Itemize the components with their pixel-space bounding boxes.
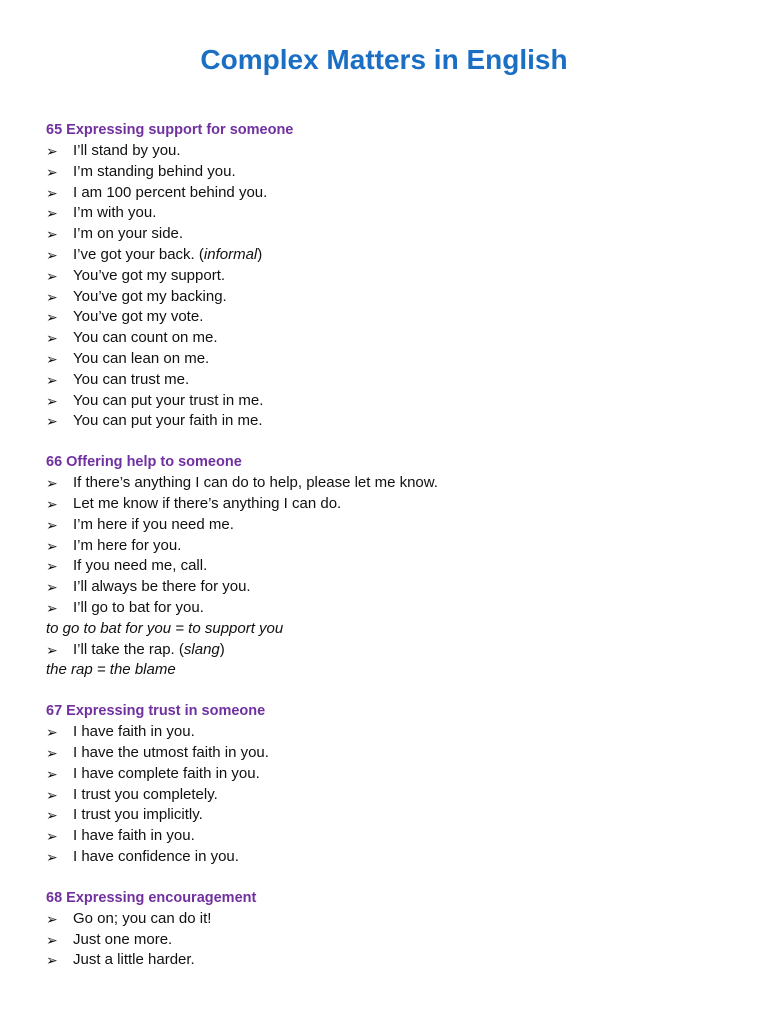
list-item — [46, 224, 728, 245]
list-item-text: Go on; you can do it! — [73, 909, 212, 927]
arrow-bullet-icon: ➢ — [46, 143, 58, 159]
list-item — [46, 785, 728, 806]
list-item-text: You’ve got my vote. — [73, 308, 204, 326]
list-item-text: If there’s anything I can do to help, please let me know. — [73, 474, 438, 492]
arrow-bullet-icon: ➢ — [46, 392, 58, 409]
list-item — [46, 556, 728, 577]
list-item — [46, 536, 728, 557]
list-item-text: I am 100 percent behind you. — [73, 183, 268, 201]
list-item — [46, 183, 728, 204]
list-item — [46, 577, 728, 598]
list-item — [46, 494, 728, 515]
arrow-bullet-icon: ➢ — [46, 744, 58, 761]
list-item-text: I’m here for you. — [73, 536, 182, 554]
arrow-bullet-icon: ➢ — [46, 309, 58, 326]
section — [46, 701, 728, 868]
arrow-bullet-icon: ➢ — [46, 807, 58, 824]
arrow-bullet-icon: ➢ — [46, 205, 58, 222]
list-item — [46, 328, 728, 349]
list-item — [46, 245, 728, 266]
arrow-bullet-icon: ➢ — [46, 848, 58, 865]
list-item — [46, 162, 728, 183]
section-heading: 68 Expressing encouragement — [46, 889, 257, 906]
arrow-bullet-icon: ➢ — [46, 184, 58, 201]
list-item — [46, 826, 728, 847]
arrow-bullet-icon: ➢ — [46, 765, 58, 782]
list-item — [46, 722, 728, 743]
list-item-text: You can put your faith in me. — [73, 412, 263, 430]
list-item-text: I have the utmost faith in you. — [73, 743, 269, 761]
list-item-text: You can lean on me. — [73, 349, 210, 367]
arrow-bullet-icon: ➢ — [46, 558, 58, 575]
list-item — [46, 391, 728, 412]
arrow-bullet-icon: ➢ — [46, 288, 58, 305]
list-item-text: I’ll always be there for you. — [73, 578, 251, 596]
section-heading: 65 Expressing support for someone — [46, 122, 294, 138]
arrow-bullet-icon: ➢ — [46, 267, 58, 284]
arrow-bullet-icon: ➢ — [46, 599, 58, 616]
section — [46, 120, 728, 432]
list-item — [46, 930, 728, 951]
note-line: to go to bat for you = to support you — [46, 619, 284, 637]
arrow-bullet-icon: ➢ — [46, 537, 58, 554]
list-item-text: I’m with you. — [73, 204, 157, 222]
list-item-text: Let me know if there’s anything I can do. — [73, 494, 342, 512]
arrow-bullet-icon: ➢ — [46, 952, 58, 969]
arrow-bullet-icon: ➢ — [46, 724, 58, 741]
arrow-bullet-icon: ➢ — [46, 163, 58, 180]
section-heading: 67 Expressing trust in someone — [46, 703, 266, 720]
list-item-text: You can trust me. — [73, 370, 190, 388]
arrow-bullet-icon: ➢ — [46, 475, 58, 492]
list-item-text: I’ll go to bat for you. — [73, 598, 204, 616]
register-tag: slang — [183, 640, 220, 658]
arrow-bullet-icon: ➢ — [46, 330, 58, 347]
list-item — [46, 743, 728, 764]
list-item-text: You can count on me. — [73, 329, 218, 347]
arrow-bullet-icon: ➢ — [46, 226, 58, 243]
list-item-text: I’ll take the rap. (slang) — [73, 640, 225, 658]
list-item — [46, 370, 728, 391]
list-item-text: I’m on your side. — [73, 225, 184, 243]
list-item-text: I trust you completely. — [73, 785, 218, 803]
section — [46, 888, 728, 971]
list-item — [46, 266, 728, 287]
arrow-bullet-icon: ➢ — [46, 786, 58, 803]
list-item-text: I’m here if you need me. — [73, 515, 234, 533]
list-item — [46, 349, 728, 370]
list-item — [46, 473, 728, 494]
phrase-list — [46, 120, 728, 991]
section — [46, 452, 728, 681]
arrow-bullet-icon: ➢ — [46, 931, 58, 948]
list-item-text: I have complete faith in you. — [73, 764, 260, 782]
section-heading: 66 Offering help to someone — [46, 454, 242, 471]
note-line: the rap = the blame — [46, 661, 176, 679]
list-item-text: I have faith in you. — [73, 723, 195, 741]
arrow-bullet-icon: ➢ — [46, 350, 58, 367]
list-item-text: You’ve got my support. — [73, 266, 226, 284]
list-item — [46, 287, 728, 308]
list-item — [46, 640, 728, 661]
list-item-text: I have confidence in you. — [73, 847, 239, 865]
list-item-text: I’ve got your back. (informal) — [73, 245, 263, 263]
list-item — [46, 307, 728, 328]
list-item — [46, 203, 728, 224]
arrow-bullet-icon: ➢ — [46, 413, 58, 430]
arrow-bullet-icon: ➢ — [46, 516, 58, 533]
list-item — [46, 847, 728, 868]
list-item-text: I have faith in you. — [73, 827, 195, 845]
arrow-bullet-icon: ➢ — [46, 910, 58, 927]
arrow-bullet-icon: ➢ — [46, 371, 58, 388]
list-item — [46, 141, 728, 162]
register-tag: informal — [203, 245, 258, 263]
list-item-text: If you need me, call. — [73, 557, 208, 575]
list-item — [46, 764, 728, 785]
arrow-bullet-icon: ➢ — [46, 828, 58, 845]
list-item-text: I trust you implicitly. — [73, 806, 203, 824]
list-item-text: Just a little harder. — [73, 951, 195, 969]
list-item — [46, 909, 728, 930]
list-item-text: I’m standing behind you. — [73, 162, 236, 180]
page-title: Complex Matters in English — [200, 44, 568, 75]
list-item-text: You’ve got my backing. — [73, 287, 227, 305]
list-item — [46, 411, 728, 432]
list-item — [46, 515, 728, 536]
arrow-bullet-icon: ➢ — [46, 246, 58, 263]
list-item-text: You can put your trust in me. — [73, 391, 264, 409]
list-item — [46, 598, 728, 619]
list-item — [46, 805, 728, 826]
list-item-text: Just one more. — [73, 930, 173, 948]
arrow-bullet-icon: ➢ — [46, 641, 58, 658]
arrow-bullet-icon: ➢ — [46, 579, 58, 596]
list-item-text: I’ll stand by you. — [73, 142, 181, 159]
arrow-bullet-icon: ➢ — [46, 495, 58, 512]
list-item — [46, 950, 728, 971]
